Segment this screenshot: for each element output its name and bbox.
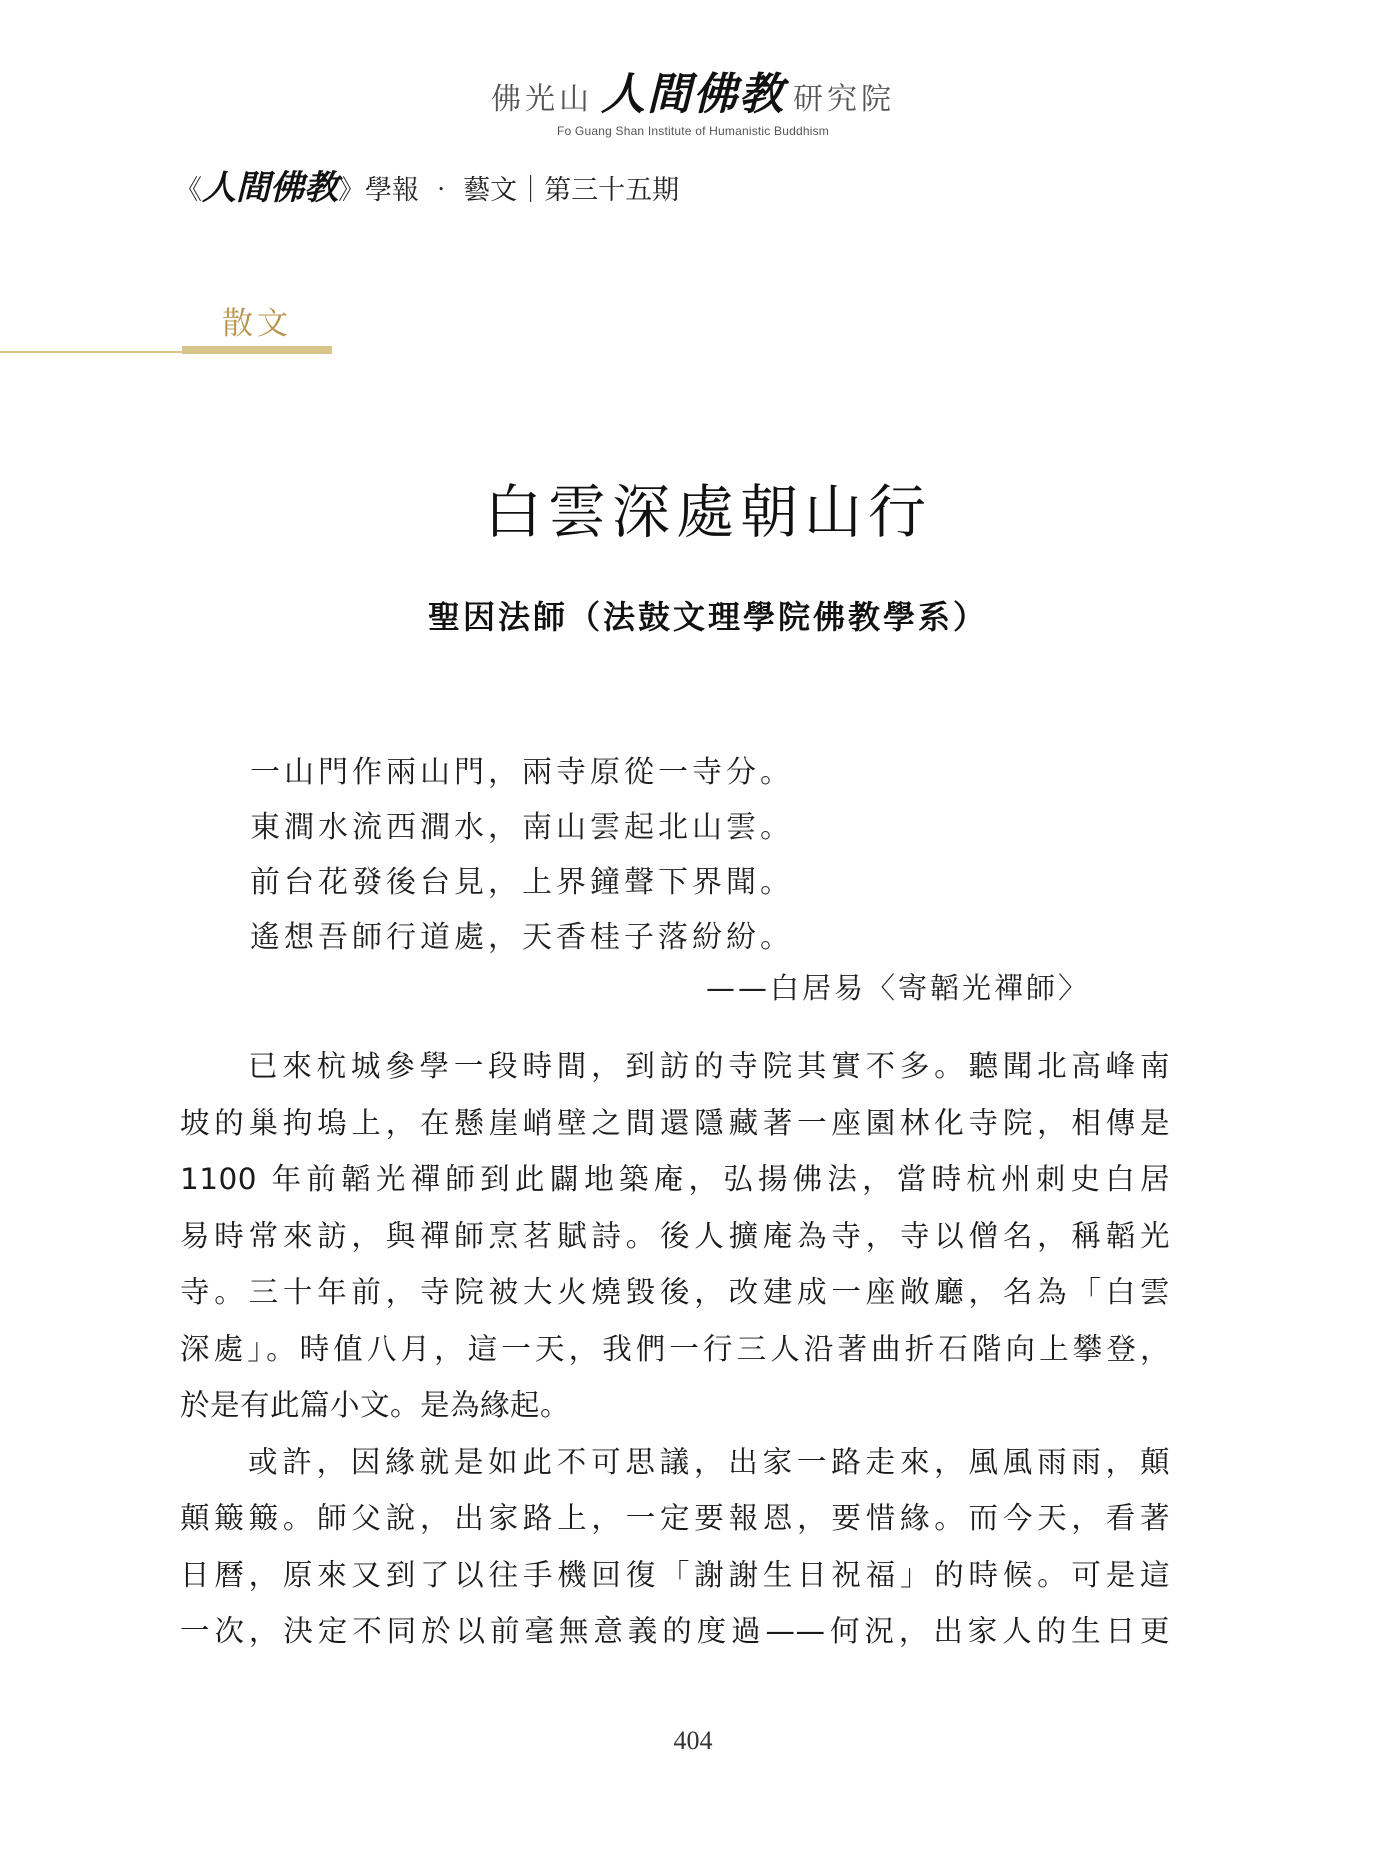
article-body (180, 1038, 1170, 1660)
body-line: 1100 年前韜光禪師到此闢地築庵，弘揚佛法，當時杭州刺史白居 (180, 1162, 1170, 1196)
body-line: 一次，決定不同於以前毫無意義的度過——何況，出家人的生日更 (180, 1614, 1170, 1648)
body-line: 顛簸簸。師父說，出家路上，一定要報恩，要惜緣。而今天，看著 (180, 1501, 1170, 1535)
body-line: 日曆，原來又到了以往手機回復「謝謝生日祝福」的時候。可是這 (180, 1557, 1170, 1592)
body-line: 寺。三十年前，寺院被大火燒毀後，改建成一座敞廳，名為「白雲 (180, 1275, 1170, 1309)
body-line: 或許，因緣就是如此不可思議，出家一路走來，風風雨雨，顛 (248, 1444, 1170, 1479)
article-author: 聖因法師（法鼓文理學院佛教學系） (427, 598, 988, 636)
article-title: 白雲深處朝山行 (483, 478, 932, 546)
poem-line: 前台花發後台見，上界鐘聲下界聞。 (250, 865, 794, 900)
body-line: 已來杭城參學一段時間，到訪的寺院其實不多。聽聞北高峰南 (248, 1049, 1170, 1083)
poem-line: 東澗水流西澗水，南山雲起北山雲。 (250, 810, 794, 845)
masthead-logo (491, 58, 895, 122)
section-label: 散文 (222, 306, 292, 342)
page-number: 404 (673, 1726, 713, 1755)
masthead-brand-text: 人間佛教 (601, 69, 785, 120)
masthead-english-subtitle: Fo Guang Shan Institute of Humanistic Buddhism (556, 124, 829, 138)
journal-open-bracket: 《 (175, 175, 202, 206)
section-underline (182, 346, 332, 354)
body-line: 深處」。時值八月，這一天，我們一行三人沿著曲折石階向上攀登， (180, 1331, 1170, 1366)
journal-close-bracket: 》 (338, 175, 365, 206)
body-line: 易時常來訪，與禪師烹茗賦詩。後人擴庵為寺，寺以僧名，稱韜光 (180, 1218, 1170, 1253)
masthead (0, 58, 1386, 138)
poem-line: 一山門作兩山門，兩寺原從一寺分。 (250, 755, 794, 790)
journal-header (175, 160, 679, 209)
body-line: 於是有此篇小文。是為緣起。 (180, 1388, 571, 1422)
body-line: 坡的巢拘塢上，在懸崖峭壁之間還隱藏著一座園林化寺院，相傳是 (180, 1105, 1170, 1140)
journal-brand: 人間佛教 (202, 168, 338, 208)
poem-line: 遙想吾師行道處，天香桂子落紛紛。 (250, 920, 794, 955)
journal-issue: 學報 ‧ 藝文｜第三十五期 (365, 175, 680, 206)
poem-attribution: ——白居易〈寄韜光禪師〉 (705, 971, 1090, 1005)
masthead-left-text: 佛光山 (491, 82, 593, 117)
masthead-right-text: 研究院 (793, 82, 895, 117)
epigraph-poem (250, 745, 794, 965)
